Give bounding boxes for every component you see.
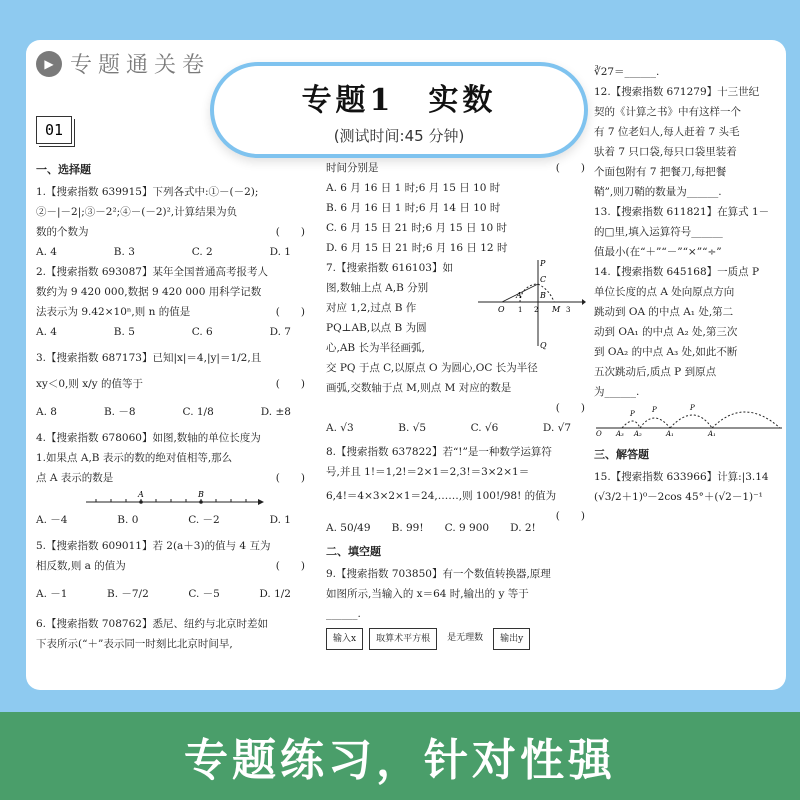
q3-options — [36, 402, 311, 422]
svg-text:2: 2 — [534, 306, 539, 314]
option-a: A. 8 — [36, 406, 57, 418]
q1-line-3-text: 数的个数为 — [36, 226, 89, 238]
option-d: D. 1/2 — [259, 588, 291, 600]
svg-text:O: O — [498, 305, 505, 314]
q1-line-2: ②－|－2|;③－2²;④－(－2)²,计算结果为负 — [36, 206, 238, 218]
jump-figure — [594, 402, 784, 436]
q1-options — [36, 242, 311, 262]
svg-text:B: B — [198, 490, 204, 499]
option-b: B. 99! — [391, 522, 424, 534]
q14-line-5: 到 OA₂ 的中点 A₃ 处,如此不断 — [594, 346, 738, 358]
q7-line-7: 画弧,交数轴于点 M,则点 M 对应的数是 — [326, 382, 512, 394]
option-b: B. －7/2 — [106, 588, 149, 600]
option-a: A. －1 — [36, 588, 68, 600]
q7-line-2: 图,数轴上点 A,B 分别 — [326, 282, 429, 294]
q15-line-2: (√3/2＋1)⁰－2cos 45°＋(√2－1)⁻¹ — [594, 491, 763, 503]
q2-line-3-text: 法表示为 9.42×10ⁿ,则 n 的值是 — [36, 306, 191, 318]
question-13 — [594, 202, 786, 262]
q4-line-1: 4.【搜索指数 678060】如图,数轴的单位长度为 — [36, 432, 261, 444]
svg-text:B: B — [540, 291, 546, 300]
option-b: B. －8 — [103, 406, 136, 418]
svg-text:O: O — [596, 430, 602, 436]
svg-text:A₁: A₁ — [666, 430, 674, 436]
q2-line-3 — [36, 302, 311, 322]
option-c: C. 2 — [191, 246, 213, 258]
answer-paren: ( ) — [275, 560, 305, 572]
flow-sqrt: 取算术平方根 — [369, 628, 437, 650]
topic-banner — [210, 62, 588, 158]
q3-line-2-text: xy＜0,则 x/y 的值等于 — [36, 378, 143, 390]
flow-condition: 是无理数 — [447, 633, 484, 643]
svg-text:A₂: A₂ — [634, 430, 642, 436]
option-a: A. －4 — [36, 514, 68, 526]
option-c: C. 6 月 15 日 21 时;6 月 15 日 10 时 — [326, 222, 508, 234]
q1-line-3 — [36, 222, 311, 242]
series-title: 专题通关卷 — [70, 53, 211, 78]
question-9 — [326, 564, 591, 650]
series-header — [36, 48, 210, 79]
section-solve-title: 三、解答题 — [594, 448, 649, 461]
q8-line-1: 8.【搜索指数 637822】若“!”是一种数学运算符 — [326, 446, 552, 458]
q14-line-6: 五次跳动后,质点 P 到原点 — [594, 366, 717, 378]
q5-options — [36, 584, 311, 604]
q14-line-1: 14.【搜索指数 645168】一质点 P — [594, 266, 760, 278]
q8-line-2: 号,并且 1!＝1,2!＝2×1＝2,3!＝3×2×1＝ — [326, 466, 530, 478]
option-b: B. 5 — [113, 326, 135, 338]
svg-text:A: A — [138, 490, 144, 499]
answer-paren: ( ) — [555, 162, 585, 174]
topic-title: 专题1 实数 — [301, 82, 497, 118]
svg-text:C: C — [540, 275, 547, 284]
q8-line-3 — [326, 486, 591, 522]
question-12 — [594, 82, 786, 202]
svg-text:P: P — [690, 404, 695, 412]
answer-paren: ( ) — [555, 510, 585, 522]
q4-options — [36, 510, 311, 530]
section-fill-title: 二、填空题 — [326, 545, 381, 558]
q15-line-1: 15.【搜索指数 633966】计算:|3.14 — [594, 471, 769, 483]
option-a: A. 6 月 16 日 1 时;6 月 15 日 10 时 — [326, 182, 501, 194]
question-2 — [36, 262, 311, 342]
svg-text:A₁: A₁ — [708, 430, 716, 436]
option-a: A. 4 — [36, 326, 57, 338]
svg-text:P: P — [540, 259, 546, 268]
option-a: A. 4 — [36, 246, 57, 258]
option-d: D. ±8 — [260, 406, 291, 418]
option-d: D. 7 — [269, 326, 291, 338]
answer-paren: ( ) — [275, 378, 305, 390]
option-c: C. 6 — [191, 326, 213, 338]
question-1 — [36, 182, 311, 262]
arc-construction-figure — [476, 254, 586, 354]
q5-line-1: 5.【搜索指数 609011】若 2(a＋3)的值与 4 互为 — [36, 540, 271, 552]
topic-subtitle: (测试时间:45 分钟) — [333, 126, 465, 145]
option-b: B. 0 — [117, 514, 139, 526]
option-d: D. 2! — [510, 522, 536, 534]
answer-paren: ( ) — [275, 472, 305, 484]
q7-line-1: 7.【搜索指数 616103】如 — [326, 262, 453, 274]
option-a: A. 50/49 — [326, 522, 371, 534]
option-c: C. －2 — [188, 514, 220, 526]
option-b: B. 6 月 16 日 1 时;6 月 14 日 10 时 — [326, 202, 501, 214]
svg-text:P: P — [630, 410, 635, 418]
question-6 — [36, 614, 311, 654]
svg-text:3: 3 — [566, 306, 571, 314]
number-line-figure — [36, 488, 266, 510]
converter-flowchart — [326, 628, 591, 650]
option-c: C. －5 — [188, 588, 220, 600]
q2-options — [36, 322, 311, 342]
q9-line-2: 如图所示,当输入的 x＝64 时,输出的 y 等于 — [326, 588, 529, 600]
option-d: D. 6 月 15 日 21 时;6 月 16 日 12 时 — [326, 242, 508, 254]
q7-line-3: 对应 1,2,过点 B 作 — [326, 302, 417, 314]
q3-line-2 — [36, 374, 311, 394]
q1-line-1: 1.【搜索指数 639915】下列各式中:①－(－2); — [36, 186, 259, 198]
option-c: C. √6 — [470, 422, 499, 434]
question-8 — [326, 442, 591, 538]
option-c: C. 9 900 — [444, 522, 490, 534]
flow-input: 输入x — [326, 628, 363, 650]
q7-line-5: 心,AB 长为半径画弧, — [326, 342, 425, 354]
answer-paren: ( ) — [275, 226, 305, 238]
option-b: B. 3 — [113, 246, 135, 258]
q12-line-3: 有 7 位老妇人,每人赶着 7 头毛 — [594, 126, 740, 138]
q12-line-4: 驮着 7 只口袋,每只口袋里装着 — [594, 146, 737, 158]
q7-options — [326, 418, 591, 438]
question-4 — [36, 428, 311, 530]
svg-text:M: M — [552, 305, 561, 314]
q12-line-5: 个面包附有 7 把餐刀,每把餐 — [594, 166, 727, 178]
question-14 — [594, 262, 786, 443]
column-1 — [36, 158, 311, 654]
option-c: C. 1/8 — [182, 406, 214, 418]
answer-paren: ( ) — [275, 306, 305, 318]
q9-line-1: 9.【搜索指数 703850】有一个数值转换器,原理 — [326, 568, 551, 580]
svg-text:A: A — [516, 291, 522, 300]
q6-line-3-text: 时间分别是 — [326, 162, 379, 174]
option-d: D. √7 — [542, 422, 571, 434]
svg-text:P: P — [652, 406, 657, 414]
q7-line-4: PQ⊥AB,以点 B 为圆 — [326, 322, 427, 334]
question-7 — [326, 258, 591, 438]
q13-line-2: 的□里,填入运算符号______ — [594, 226, 723, 238]
q4-line-3-text: 点 A 表示的数是 — [36, 472, 114, 484]
q12-line-6: 鞘”,则刀鞘的数量为______. — [594, 186, 722, 198]
svg-text:1: 1 — [518, 306, 523, 314]
q14-line-4: 动到 OA₁ 的中点 A₂ 处,第三次 — [594, 326, 738, 338]
cube-root-line: ∛27＝______. — [594, 66, 660, 78]
q13-line-3: 值最小(在“＋”“－”“×”“÷” — [594, 246, 722, 258]
q9-line-3: ______. — [326, 608, 361, 620]
q7-line-6: 交 PQ 于点 C,以原点 O 为圆心,OC 长为半径 — [326, 362, 538, 374]
option-a: A. √3 — [326, 422, 354, 434]
q13-line-1: 13.【搜索指数 611821】在算式 1－ — [594, 206, 770, 218]
q8-options — [326, 518, 556, 538]
q5-line-2 — [36, 556, 311, 576]
q3-line-1: 3.【搜索指数 687173】已知|x|＝4,|y|＝1/2,且 — [36, 352, 262, 364]
q6-line-2: 下表所示(“＋”表示同一时刻比北京时间早, — [36, 638, 233, 650]
q4-line-3 — [36, 468, 311, 488]
flow-output: 输出y — [493, 628, 530, 650]
q5-line-2-text: 相反数,则 a 的值为 — [36, 560, 126, 572]
play-icon: ▶ — [36, 51, 62, 77]
option-b: B. √5 — [398, 422, 426, 434]
q12-line-2: 契的《计算之书》中有这样一个 — [594, 106, 741, 118]
q14-line-3: 跳动到 OA 的中点 A₁ 处,第二 — [594, 306, 734, 318]
bottom-slogan: 专题练习，针对性强 — [184, 735, 616, 786]
q2-line-1: 2.【搜索指数 693087】某年全国普通高考报考人 — [36, 266, 268, 278]
q12-line-1: 12.【搜索指数 671279】十三世纪 — [594, 86, 760, 98]
question-5 — [36, 536, 311, 604]
answer-paren: ( ) — [555, 402, 585, 414]
column-3 — [594, 62, 786, 507]
q2-line-2: 数约为 9 420 000,数据 9 420 000 用科学记数 — [36, 286, 262, 298]
q4-line-2: 1.如果点 A,B 表示的数的绝对值相等,那么 — [36, 452, 233, 464]
q14-line-2: 单位长度的点 A 处向原点方向 — [594, 286, 735, 298]
option-d: D. 1 — [269, 246, 291, 258]
bottom-slogan-bar — [0, 712, 800, 800]
svg-text:A₃: A₃ — [616, 430, 624, 436]
section-choice-title: 一、选择题 — [36, 163, 91, 176]
column-2 — [326, 158, 591, 650]
q14-line-7: 为______. — [594, 386, 640, 398]
q6-line-1: 6.【搜索指数 708762】悉尼、纽约与北京时差如 — [36, 618, 268, 630]
q6-continued — [326, 158, 591, 178]
question-15 — [594, 467, 786, 507]
svg-text:Q: Q — [540, 341, 547, 350]
option-d: D. 1 — [269, 514, 291, 526]
section-number: 01 — [36, 116, 72, 144]
question-3 — [36, 348, 311, 422]
q8-line-3-text: 6,4!＝4×3×2×1＝24,……,则 100!/98! 的值为 — [326, 490, 557, 502]
